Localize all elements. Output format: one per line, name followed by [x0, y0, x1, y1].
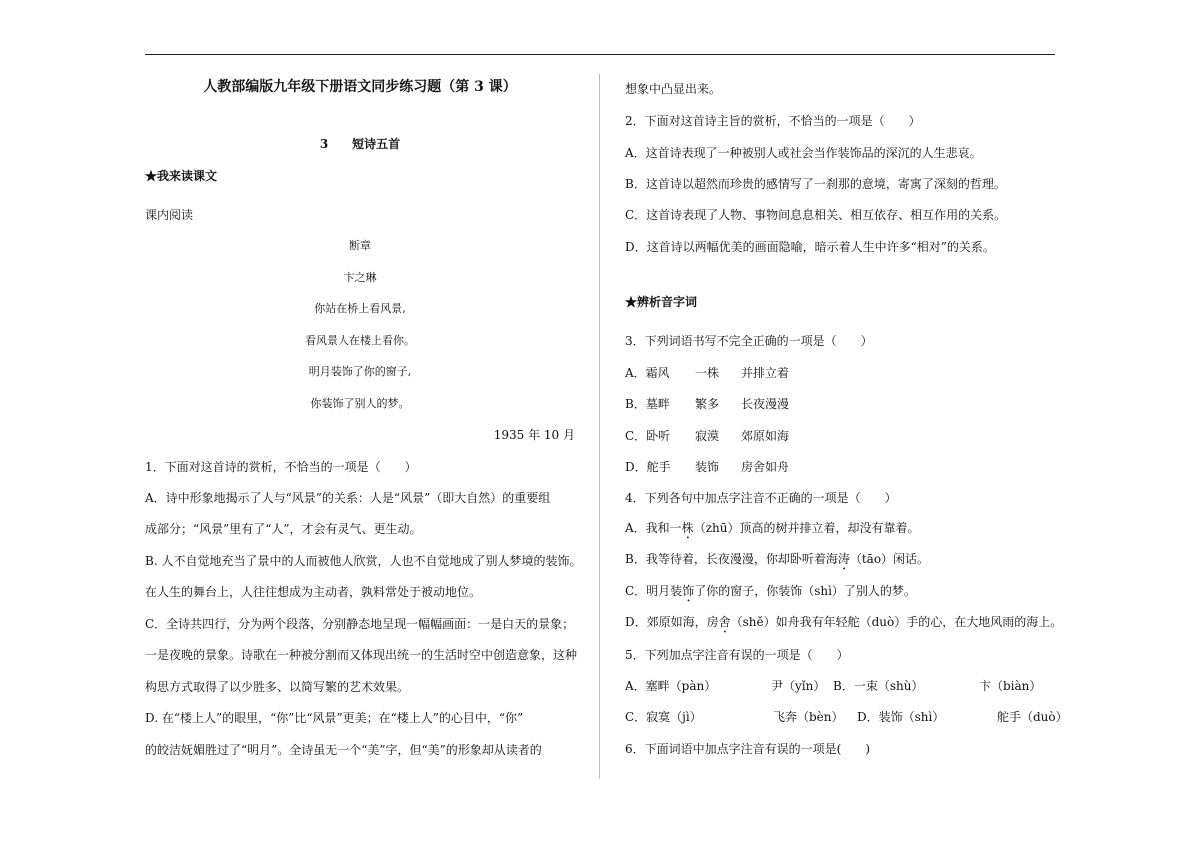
- poem-line: 看风景人在楼上看你。: [305, 334, 415, 347]
- question-3-option: C．卧听 寂漠 郊原如海: [625, 429, 790, 443]
- question-4-stem: 4．下列各句中加点字注音不正确的一项是（ ）: [625, 491, 897, 505]
- section-words-heading: ★辨析音字词: [625, 295, 698, 309]
- poem-line: 你站在桥上看风景,: [314, 302, 406, 315]
- document-title: 人教部编版九年级下册语文同步练习题（第 3 课）: [203, 79, 517, 95]
- question-3-option: A．霜风 一株 并排立着: [625, 366, 790, 380]
- question-3-option: B．墓畔 繁多 长夜漫漫: [625, 397, 790, 411]
- question-4-option: B．我等待着，长夜漫漫，你却卧听着海涛（tāo）闲话。: [625, 552, 930, 566]
- question-6-stem: 6．下面词语中加点字注音有误的一项是( ): [625, 742, 870, 756]
- section-read-heading: ★我来读课文: [145, 169, 218, 183]
- sub-read-label: 课内阅读: [145, 208, 194, 222]
- continuation-line: 想象中凸显出来。: [625, 82, 722, 96]
- question-2-stem: 2．下面对这首诗主旨的赏析，不恰当的一项是（ ）: [625, 114, 921, 128]
- column-divider: [599, 74, 600, 779]
- question-2-option: B．这首诗以超然而珍贵的感情写了一刹那的意境，寄寓了深刻的哲理。: [625, 177, 1006, 191]
- question-1-text: C．全诗共四行，分为两个段落，分别静态地呈现一幅幅画面：一是白天的景象；: [145, 617, 575, 631]
- question-4-option: A．我和一株（zhū）顶高的树并排立着，却没有靠着。: [625, 521, 920, 535]
- header-rule: [145, 54, 1055, 55]
- poem-line: 你装饰了别人的梦。: [310, 397, 410, 410]
- question-5-options-ab: A．塞畔（pàn） 尹（yǐn） B．一束（shù） 卞（biàn）: [625, 679, 1042, 693]
- question-1-text: D. 在“楼上人”的眼里，“你”比“风景”更美；在“楼上人”的心目中，“你”: [145, 711, 524, 725]
- question-5-stem: 5．下列加点字注音有误的一项是（ ）: [625, 648, 849, 662]
- question-3-option: D．舵手 装饰 房舍如舟: [625, 460, 790, 474]
- poem-title: 断章: [349, 239, 371, 252]
- question-1-text: A．诗中形象地揭示了人与“风景”的关系：人是“风景”（即大自然）的重要组: [145, 491, 551, 505]
- question-1-text: 构思方式取得了以少胜多、以简写繁的艺术效果。: [145, 680, 410, 694]
- question-2-option: C．这首诗表现了人物、事物间息息相关、相互依存、相互作用的关系。: [625, 208, 1007, 222]
- lesson-heading: 3 短诗五首: [319, 137, 401, 151]
- question-2-option: D．这首诗以两幅优美的画面隐喻，暗示着人生中许多“相对”的关系。: [625, 240, 995, 254]
- question-5-options-cd: C．寂寞（jì） 飞奔（bèn） D．装饰（shì） 舵手（duò）: [625, 710, 1068, 724]
- poem-line: 明月装饰了你的窗子,: [308, 365, 412, 378]
- question-3-stem: 3．下列词语书写不完全正确的一项是（ ）: [625, 334, 873, 348]
- question-2-option: A．这首诗表现了一种被别人或社会当作装饰品的深沉的人生悲哀。: [625, 146, 982, 160]
- question-1-stem: 1．下面对这首诗的赏析，不恰当的一项是（ ）: [145, 460, 417, 474]
- question-4-option: D．郊原如海，房舍（shě）如舟我有年轻舵（duò）手的心，在大地风雨的海上。: [625, 615, 1063, 629]
- question-1-text: 的皎洁妩媚胜过了“明月”。全诗虽无一个“美”字，但“美”的形象却从读者的: [145, 743, 542, 757]
- poem-author: 卞之琳: [343, 271, 377, 284]
- question-1-text: 一是夜晚的景象。诗歌在一种被分割而又体现出统一的生活时空中创造意象，这种: [145, 648, 578, 662]
- question-1-text: 成部分；“风景”里有了“人”，才会有灵气、更生动。: [145, 522, 422, 536]
- question-1-text: 在人生的舞台上，人往往想成为主动者，孰料常处于被动地位。: [145, 585, 482, 599]
- question-4-option: C．明月装饰了你的窗子，你装饰（shì）了别人的梦。: [625, 584, 916, 598]
- poem-date: 1935 年 10 月: [493, 428, 575, 442]
- question-1-text: B. 人不自觉地充当了景中的人而被他人欣赏，人也不自觉地成了别人梦境的装饰。: [145, 554, 582, 568]
